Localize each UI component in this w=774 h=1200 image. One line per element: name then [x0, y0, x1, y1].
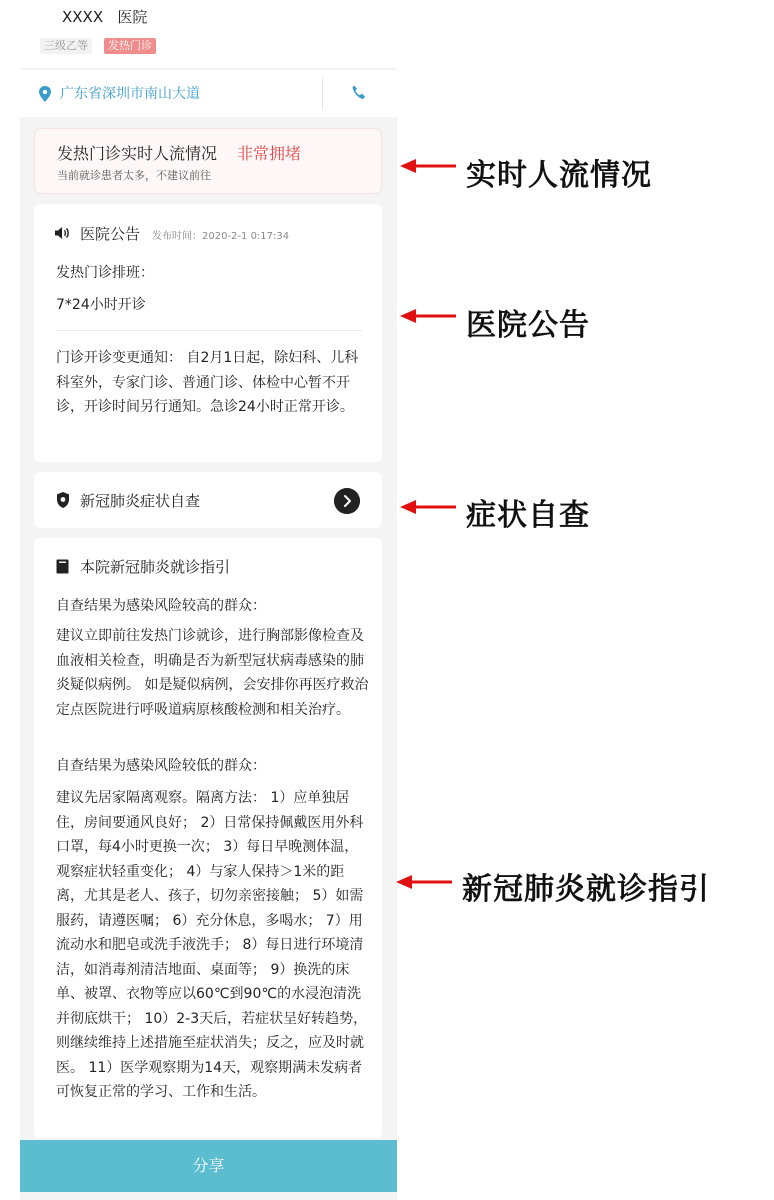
guide-low-risk-text: 建议先居家隔离观察。隔离方法： 1）应单独居住，房间要通风良好； 2）日常保持佩戴医用外科口罩，每4小时更换一次； 3）每日早晚测体温，观察症状轻重变化； 4）与家人保持＞1米的距离，尤其是老人、孩子，切勿亲密接触； 5）如需服药，请遵医嘱； 6）充分休息，多喝水； 7）用流动水和肥皂或洗手液洗手； 8）每日进行环境清洁，如消毒剂清洁地面、桌面等； 9）换洗的床单、被罩、衣物等应以60℃到90℃的水浸泡清洗并彻底烘干； 10）2-3天后，若症状呈好转趋势，则继续维持上述措施至症状消失；反之，应及时就医。 11）医学观察期为14天，观察期满未发病者可恢复正常的学习、工作和生活。 [56, 790, 368, 1100]
fever-clinic-tag: 发热门诊 [104, 38, 156, 54]
realtime-flow-card [34, 128, 382, 194]
location-pin-icon [38, 86, 52, 102]
annotation-check-label: 症状自查 [466, 498, 590, 533]
speaker-icon [54, 226, 70, 240]
phone-icon[interactable] [350, 84, 368, 102]
shield-virus-icon [56, 492, 70, 508]
annotation-notice-label: 医院公告 [466, 308, 590, 343]
hospital-level-tag: 三级乙等 [40, 38, 92, 54]
hospital-name: XXXX 医院 [62, 8, 148, 26]
annotation-guide-label: 新冠肺炎就诊指引 [462, 872, 710, 907]
notice-divider [56, 330, 362, 331]
symptom-self-check-card[interactable] [34, 472, 382, 528]
notice-publish-time: 发布时间：2020-2-1 0:17:34 [152, 231, 290, 242]
address-divider [322, 78, 323, 110]
guide-high-risk-text: 建议立即前往发热门诊就诊，进行胸部影像检查及血液相关检查，明确是否为新型冠状病毒感染的肺炎疑似病例。 如是疑似病例，会安排你再医疗救治定点医院进行呼吸道病原核酸检测和相关治疗。 [56, 628, 369, 718]
hospital-header [20, 0, 397, 68]
notice-schedule-label: 发热门诊排班： [56, 265, 154, 281]
annotation-arrow-icon [400, 499, 456, 515]
chevron-right-icon[interactable] [334, 488, 360, 514]
annotation-flow-label: 实时人流情况 [466, 158, 652, 193]
notice-title: 医院公告 [80, 225, 141, 243]
notice-body: 门诊开诊变更通知： 自2月1日起，除妇科、儿科科室外，专家门诊、普通门诊、体检中心暂不开诊，开诊时间另行通知。急诊24小时正常开诊。 [56, 350, 359, 415]
guide-title: 本院新冠肺炎就诊指引 [80, 558, 231, 576]
guide-high-risk-heading: 自查结果为感染风险较高的群众： [56, 598, 266, 614]
flow-title: 发热门诊实时人流情况 [57, 144, 218, 163]
guide-low-risk-heading: 自查结果为感染风险较低的群众： [56, 758, 266, 774]
flow-subtitle: 当前就诊患者太多，不建议前往 [57, 169, 211, 182]
hospital-notice-card [34, 204, 382, 462]
address-text[interactable]: 广东省深圳市南山大道 [60, 86, 200, 102]
annotation-arrow-icon [396, 874, 452, 890]
address-row[interactable] [20, 70, 397, 117]
covid-guide-card [34, 538, 382, 1138]
phone-screen [20, 0, 397, 1200]
annotation-arrow-icon [400, 308, 456, 324]
self-check-title[interactable]: 新冠肺炎症状自查 [80, 492, 201, 510]
flow-status-badge: 非常拥堵 [237, 144, 302, 163]
book-icon [56, 559, 69, 574]
annotation-arrow-icon [400, 158, 456, 174]
share-button[interactable]: 分享 [20, 1140, 397, 1192]
notice-schedule-value: 7*24小时开诊 [56, 297, 146, 313]
